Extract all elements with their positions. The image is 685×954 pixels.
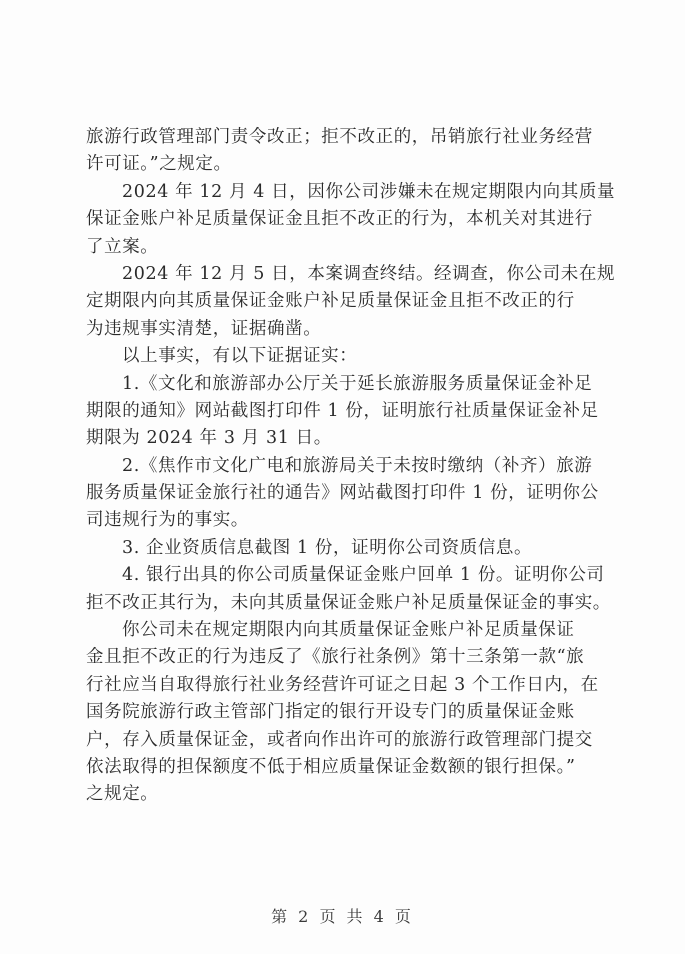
text-line: 服务质量保证金旅行社的通告》网站截图打印件 1 份，证明你公	[86, 483, 599, 504]
text-line: 你公司未在规定期限内向其质量保证金账户补足质量保证	[122, 620, 575, 641]
text-line: 3. 企业资质信息截图 1 份，证明你公司资质信息。	[122, 537, 533, 558]
text-line: 2024 年 12 月 4 日，因你公司涉嫌未在规定期限内向其质量	[122, 181, 616, 202]
document-body	[86, 124, 626, 809]
text-line: 许可证。”之规定。	[86, 154, 232, 175]
text-line: 了立案。	[86, 236, 159, 257]
text-line: 期限的通知》网站截图打印件 1 份，证明旅行社质量保证金补足	[86, 400, 599, 421]
text-line: 保证金账户补足质量保证金且拒不改正的行为，本机关对其进行	[86, 209, 593, 230]
text-line: 2.《焦作市文化广电和旅游局关于未按时缴纳（补齐）旅游	[122, 455, 593, 476]
text-line: 金且拒不改正的行为违反了《旅行社条例》第十三条第一款“旅	[86, 647, 585, 668]
text-line: 国务院旅游行政主管部门指定的银行开设专门的质量保证金账	[86, 702, 575, 723]
text-line: 4. 银行出具的你公司质量保证金账户回单 1 份。证明你公司	[122, 565, 605, 586]
text-line: 户，存入质量保证金，或者向作出许可的旅游行政管理部门提交	[86, 729, 593, 750]
text-line: 之规定。	[86, 784, 159, 805]
text-line: 以上事实，有以下证据证实：	[122, 346, 358, 367]
text-line: 为违规事实清楚，证据确凿。	[86, 318, 322, 339]
text-line: 期限为 2024 年 3 月 31 日。	[86, 428, 332, 449]
text-line: 2024 年 12 月 5 日，本案调查终结。经调查，你公司未在规	[122, 263, 616, 284]
text-line: 旅游行政管理部门责令改正；拒不改正的，吊销旅行社业务经营	[86, 127, 593, 147]
text-line: 司违规行为的事实。	[86, 510, 249, 531]
text-line: 定期限内向其质量保证金账户补足质量保证金且拒不改正的行	[86, 291, 575, 312]
text-line: 1.《文化和旅游部办公厅关于延长旅游服务质量保证金补足	[122, 373, 593, 394]
text-line: 依法取得的担保额度不低于相应质量保证金数额的银行担保。”	[86, 756, 576, 777]
text-line: 行社应当自取得旅行社业务经营许可证之日起 3 个工作日内，在	[86, 674, 599, 695]
text-line: 拒不改正其行为，未向其质量保证金账户补足质量保证金的事实。	[86, 592, 611, 613]
page-number-footer: 第 2 页 共 4 页	[271, 907, 414, 926]
